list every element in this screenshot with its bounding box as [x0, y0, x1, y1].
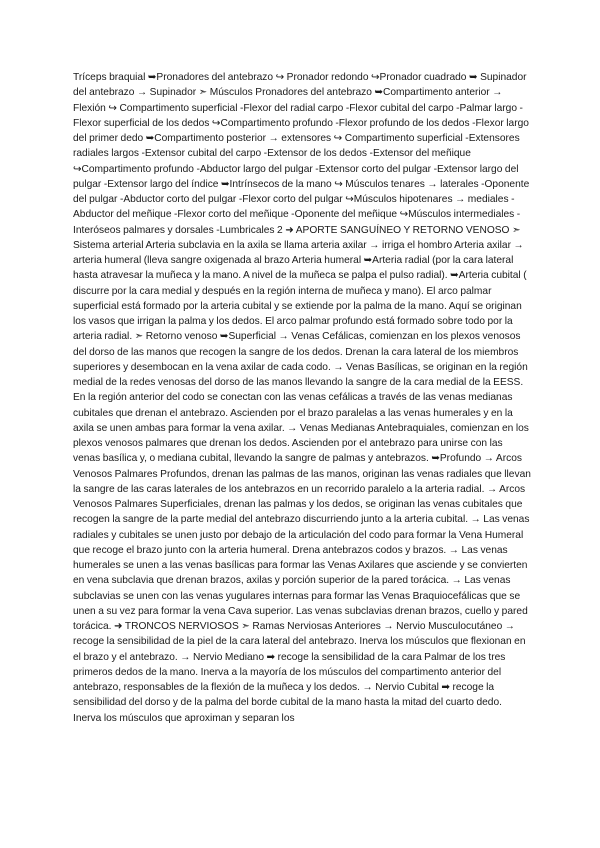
body-text: Tríceps braquial ➥Pronadores del antebrazo ↪ Pronador redondo ↪Pronador cuadrado ➥ Supinador del antebrazo → Supinador ➣ Músculos Pronadores del antebrazo ➥Compartimento anterior → Flexión ↪ Compartimento superficial -Flexor del radial carpo -Flexor cubital del carpo -Palmar largo -Flexor superficial de los dedos ↪Compartimento profundo -Flexor profundo de los dedos -Flexor largo del primer dedo ➥Compartimento posterior → extensores ↪ Compartimento superficial -Extensores radiales largos -Extensor cubital del carpo -Extensor de los dedos -Extensor del meñique ↪Compartimento profundo -Abductor largo del pulgar -Extensor corto del pulgar -Extensor largo del pulgar -Extensor largo del índice ➥Intrínsecos de la mano ↪ Músculos tenares → laterales -Oponente del pulgar -Abductor corto del pulgar -Flexor corto del pulgar ↪Músculos hipotenares → mediales -Abductor del meñique -Flexor corto del meñique -Oponente del meñique ↪Músculos intermediales -Interóseos palmares y dorsales -Lumbricales 2 ➜ APORTE SANGUÍNEO Y RETORNO VENOSO ➣ Sistema arterial Arteria subclavia en la axila se llama arteria axilar → irriga el hombro Arteria axilar → arteria humeral (lleva sangre oxigenada al brazo Arteria humeral ➥Arteria radial (por la cara lateral hasta atravesar la muñeca y la mano. A nivel de la muñeca se palpa el pulso radial). ➥Arteria cubital ( discurre por la cara medial y después en la región interna de muñeca y mano). El arco palmar superficial está formado por la arteria cubital y se extiende por la palma de la mano. Aquí se originan los vasos que irrigan la palma y los dedos. El arco palmar profundo está formado sobre todo por la arteria radial. ➣ Retorno venoso ➥Superficial → Venas Cefálicas, comienzan en los plexos venosos del dorso de las manos que recogen la sangre de los dedos. Drenan la cara lateral de los miembros superiores y desembocan en la vena axilar de cada codo. → Venas Basílicas, se originan en la región medial de la redes venosas del dorso de las manos llevando la sangre de la cara medial de la EESS. En la región anterior del codo se conectan con las venas cefálicas a través de las venas medianas cubitales que drenan el antebrazo. Ascienden por el brazo paralelas a las venas humerales y en la axila se unen ambas para formar la vena axilar. → Venas Medianas Antebraquiales, comienzan en los plexos venosos palmares que drenan los dedos. Ascienden por el antebrazo para unirse con las venas basílica y, o mediana cubital, llevando la sangre de palmas y antebrazos. ➥Profundo → Arcos Venosos Palmares Profundos, drenan las palmas de las manos, originan las venas radiales que llevan la sangre de las caras laterales de los antebrazos en un recorrido paralelo a la arteria radial. → Arcos Venosos Palmares Superficiales, drenan las palmas y los dedos, se originan las venas cubitales que recogen la sangre de la parte medial del antebrazo discurriendo junto a la arteria cubital. → Las venas radiales y cubitales se unen justo por debajo de la articulación del codo para formar la Vena Humeral que recoge el brazo junto con la arteria humeral. Drena antebrazos codos y brazos. → Las venas humerales se unen a las venas basílicas para formar las Venas Axilares que asciende y se convierten en vena subclavia que drenan brazos, axilas y porción superior de la pared torácica. → Las venas subclavias se unen con las venas yugulares internas para formar las Venas Braquiocefálicas que se unen a su vez para formar la vena Cava superior. Las venas subclavias drenan brazos, cuello y pared torácica. ➜ TRONCOS NERVIOSOS ➣ Ramas Nerviosas Anteriores → Nervio Musculocutáneo → recoge la sensibilidad de la piel de la cara lateral del antebrazo. Inerva los músculos que flexionan en el brazo y el antebrazo. → Nervio Mediano ➡ recoge la sensibilidad de la cara Palmar de los tres primeros dedos de la mano. Inerva a la mayoría de los músculos del compartimento anterior del antebrazo, responsables de la flexión de la muñeca y los dedos. → Nervio Cubital ➡ recoge la sensibilidad del dorso y de la palma del borde cubital de la mano hasta la mitad del cuarto dedo. Inerva los músculos que aproximan y separan los — [73, 72, 531, 724]
